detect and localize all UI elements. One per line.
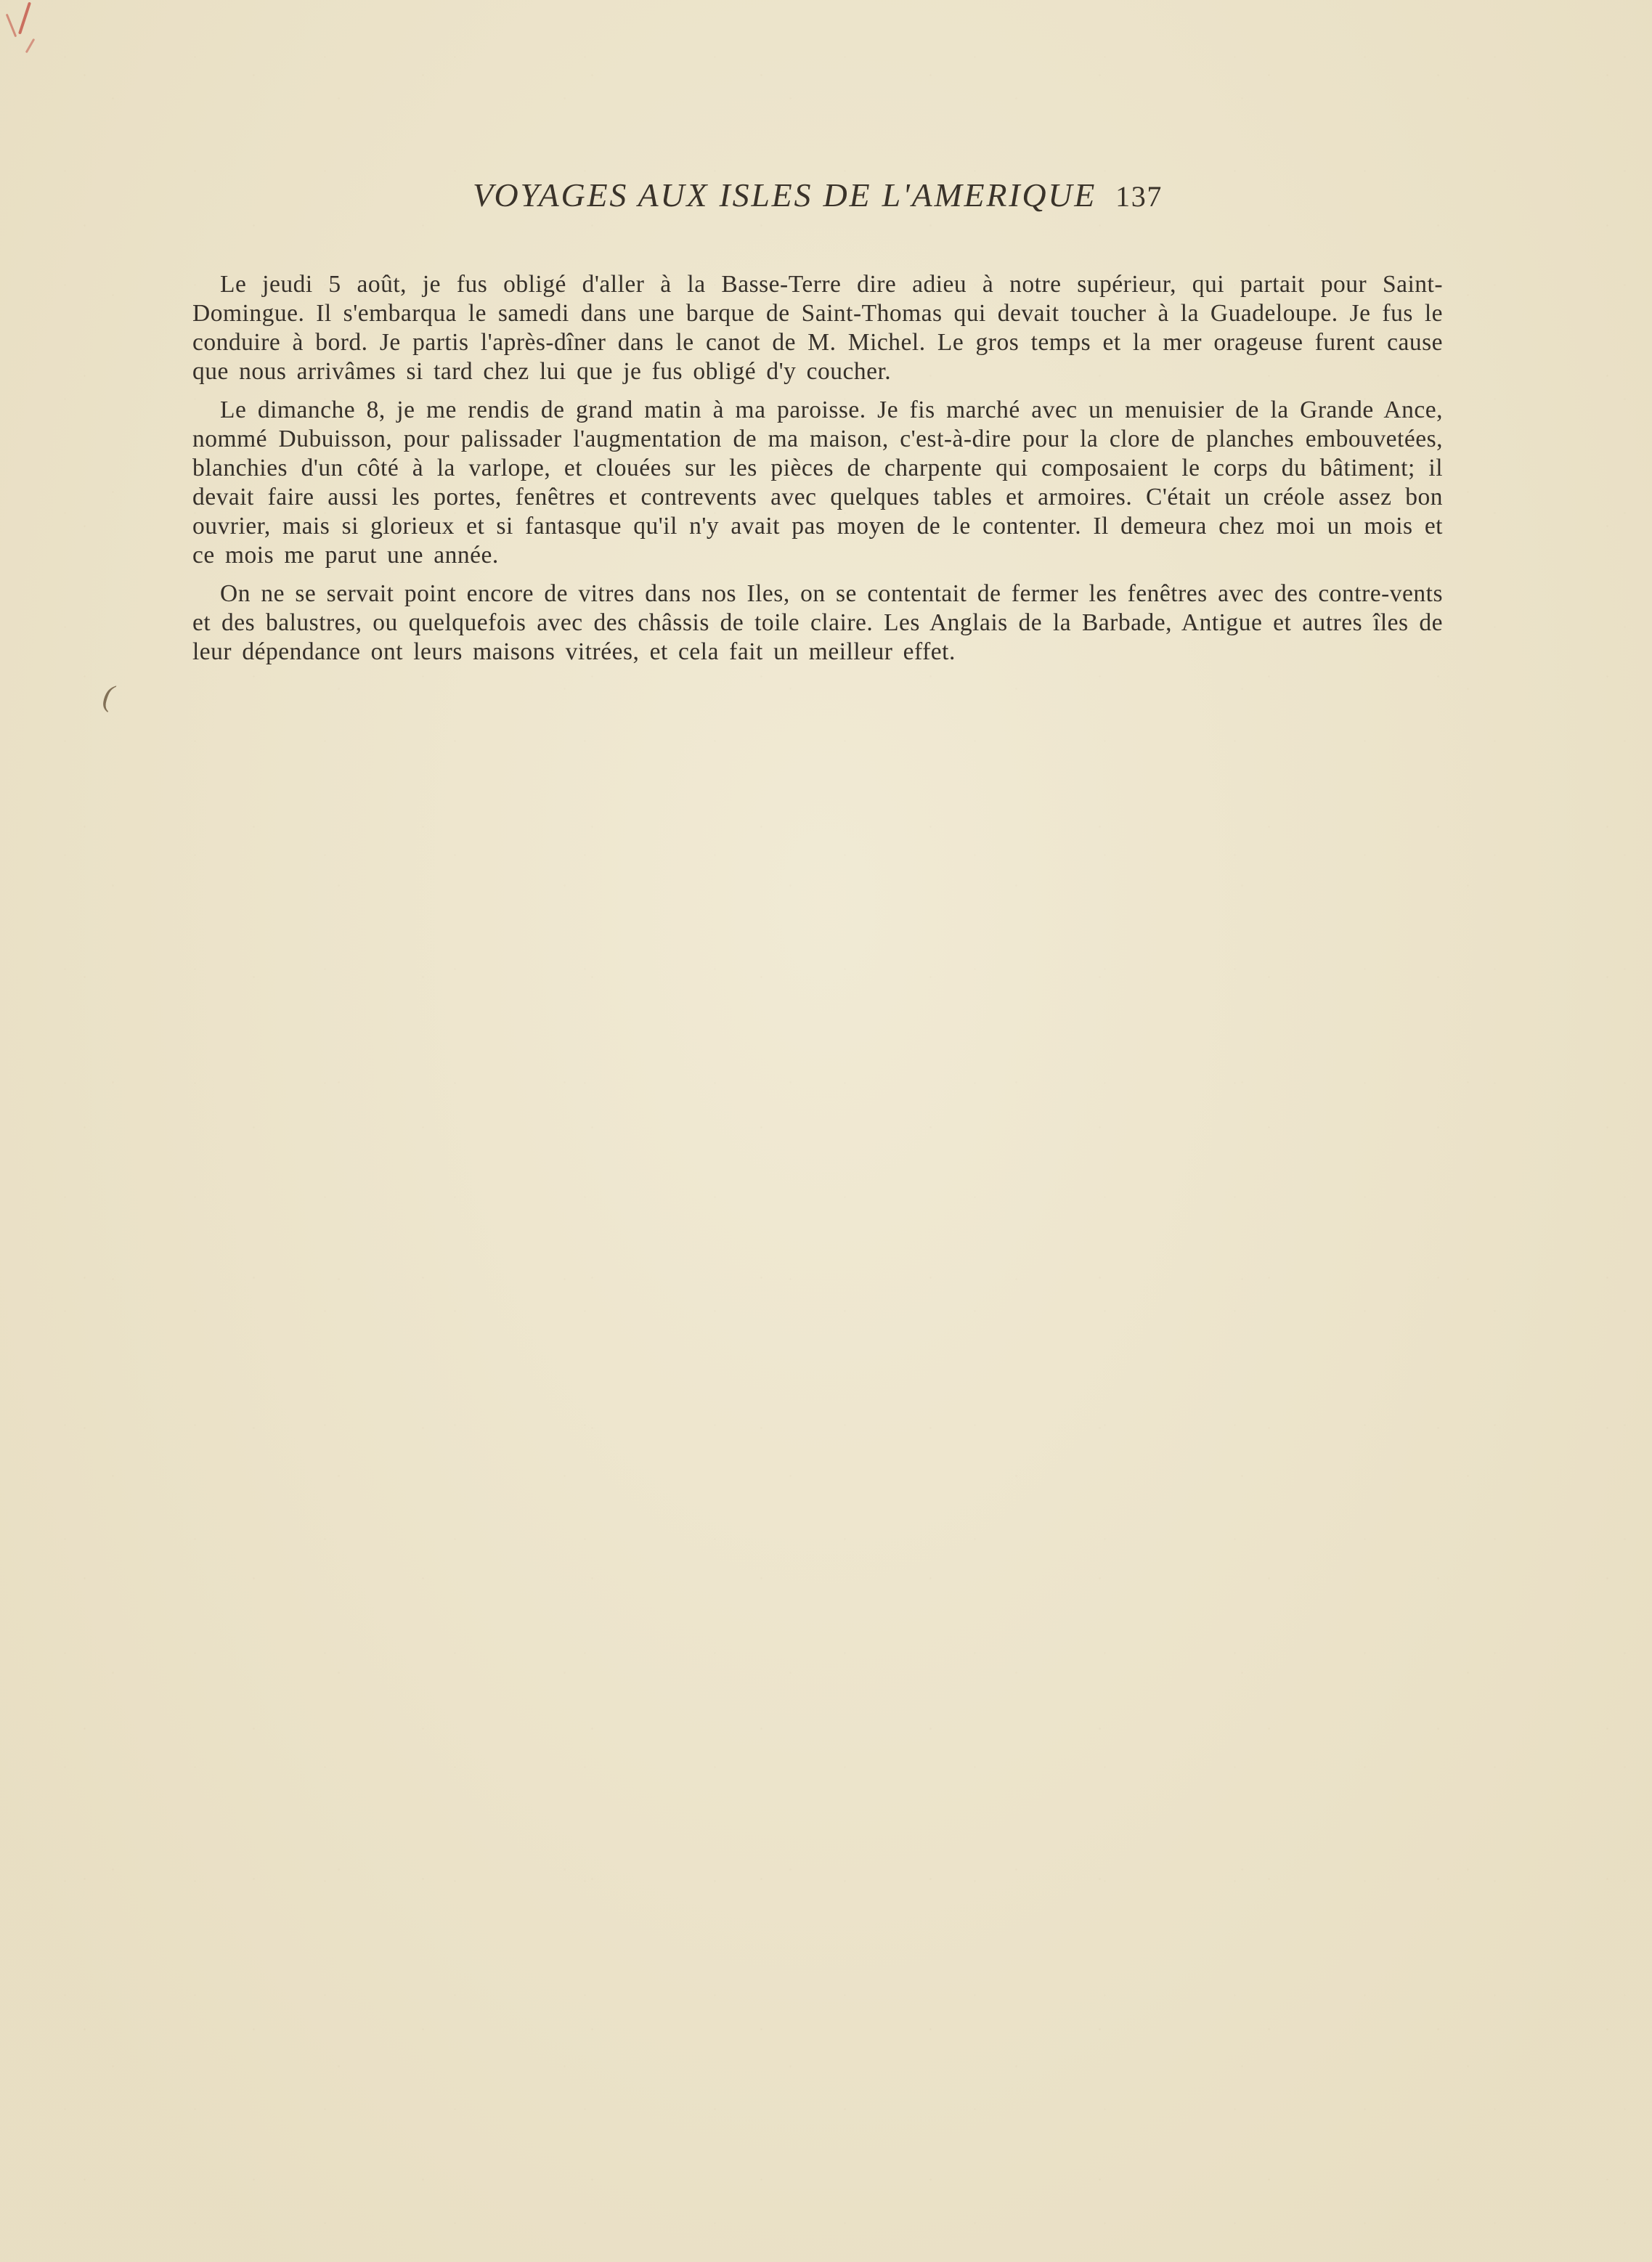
- red-pencil-mark: [18, 2, 31, 35]
- handwritten-margin-mark: (: [100, 679, 116, 714]
- text-block: [192, 270, 1443, 676]
- running-title: VOYAGES AUX ISLES DE L'AMERIQUE: [473, 176, 1097, 213]
- red-pencil-mark: [6, 14, 17, 38]
- paragraph: On ne se servait point encore de vitres dans nos Iles, on se contentait de fermer les fenêtres avec des contre-vents et des balustres, ou quelquefois avec des châssis de toile claire. Les Anglais de la Barbade, Antigue et autres îles de leur dépendance ont leurs maisons vitrées, et cela fait un meilleur effet.: [192, 580, 1443, 665]
- page-header: [192, 176, 1443, 214]
- page-number: 137: [1115, 180, 1163, 213]
- paragraph: Le dimanche 8, je me rendis de grand matin à ma paroisse. Je fis marché avec un menuisier de la Grande Ance, nommé Dubuisson, pour palissader l'augmentation de ma maison, c'est-à-dire pour la clore de planches embouvetées, blanchies d'un côté à la varlope, et clouées sur les pièces de charpente qui composaient le corps du bâtiment; il devait faire aussi les portes, fenêtres et contrevents avec quelques tables et armoires. C'était un créole assez bon ouvrier, mais si glorieux et si fantasque qu'il n'y avait pas moyen de le contenter. Il demeura chez moi un mois et ce mois me parut une année.: [192, 396, 1443, 569]
- paragraph: Le jeudi 5 août, je fus obligé d'aller à la Basse-Terre dire adieu à notre supérieur, qui partait pour Saint-Domingue. Il s'embarqua le samedi dans une barque de Saint-Thomas qui devait toucher à la Guadeloupe. Je fus le conduire à bord. Je partis l'après-dîner dans le canot de M. Michel. Le gros temps et la mer orageuse furent cause que nous arrivâmes si tard chez lui que je fus obligé d'y coucher.: [192, 271, 1443, 385]
- red-pencil-mark: [25, 38, 36, 54]
